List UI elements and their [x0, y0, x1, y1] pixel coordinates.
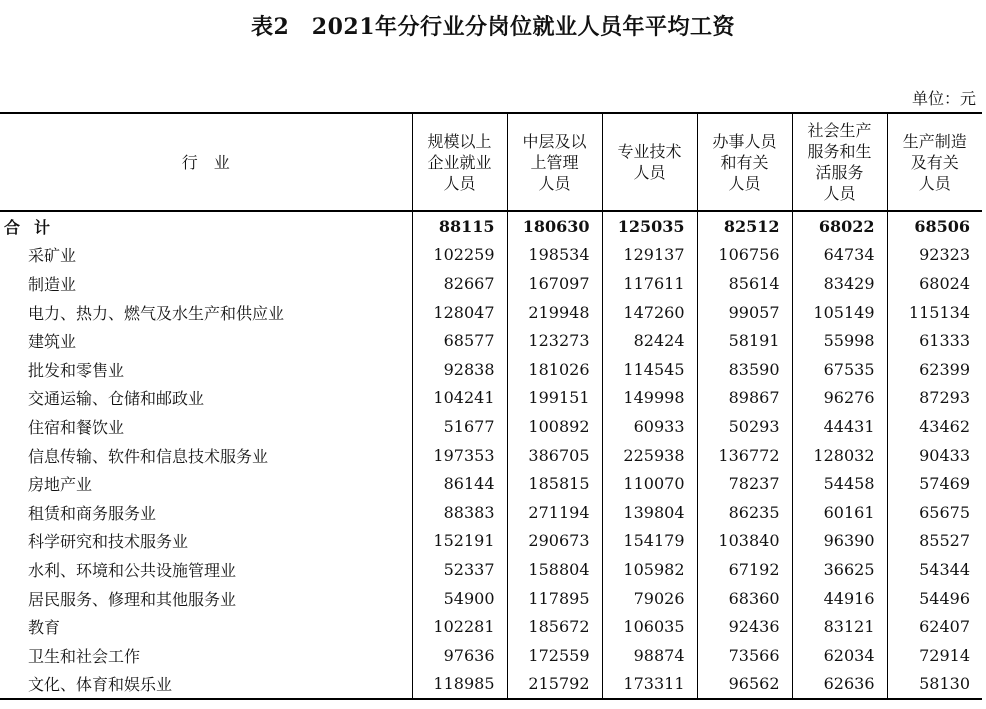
- wage-value: 65675: [887, 498, 982, 527]
- column-header-line: 和有关: [720, 152, 769, 172]
- wage-value: 104241: [412, 384, 507, 413]
- industry-name: 采矿业: [28, 246, 77, 266]
- table-row: [0, 355, 982, 384]
- column-header-line: 办事人员: [712, 131, 777, 151]
- wage-value: 152191: [412, 527, 507, 556]
- table-row: [0, 384, 982, 413]
- column-header-line: 人员: [443, 173, 476, 193]
- wage-value: 61333: [887, 326, 982, 355]
- wage-value: 185815: [507, 469, 602, 498]
- column-header-line: 规模以上: [427, 131, 492, 151]
- wage-value: 96562: [697, 670, 792, 700]
- wage-value: 102281: [412, 612, 507, 641]
- column-header: [507, 113, 602, 211]
- wage-value: 219948: [507, 298, 602, 327]
- column-header-line: 中层及以: [522, 131, 587, 151]
- wage-value: 181026: [507, 355, 602, 384]
- wage-value: 115134: [887, 298, 982, 327]
- column-header: [887, 113, 982, 211]
- wage-value: 154179: [602, 527, 697, 556]
- wage-value: 51677: [412, 412, 507, 441]
- wage-value: 128047: [412, 298, 507, 327]
- wage-value: 62399: [887, 355, 982, 384]
- column-header-line: 人员: [918, 173, 951, 193]
- wage-value: 50293: [697, 412, 792, 441]
- wage-value: 100892: [507, 412, 602, 441]
- table-row: [0, 298, 982, 327]
- wage-value: 123273: [507, 326, 602, 355]
- wage-value: 136772: [697, 441, 792, 470]
- wage-value: 199151: [507, 384, 602, 413]
- wage-value: 118985: [412, 670, 507, 700]
- wage-value: 106756: [697, 241, 792, 270]
- industry-name: 房地产业: [28, 475, 93, 495]
- wage-value: 54458: [792, 469, 887, 498]
- wage-value: 54496: [887, 584, 982, 613]
- column-header-line: 生产制造: [902, 131, 967, 151]
- wage-value: 67535: [792, 355, 887, 384]
- wage-value: 197353: [412, 441, 507, 470]
- wage-value: 85527: [887, 527, 982, 556]
- wage-value: 271194: [507, 498, 602, 527]
- wage-value: 125035: [602, 211, 697, 241]
- wage-value: 105149: [792, 298, 887, 327]
- wage-value: 139804: [602, 498, 697, 527]
- table-row: [0, 612, 982, 641]
- industry-name: 居民服务、修理和其他服务业: [28, 589, 237, 609]
- column-header-line: 活服务: [815, 163, 864, 182]
- wage-value: 97636: [412, 641, 507, 670]
- wage-value: 147260: [602, 298, 697, 327]
- industry-name: 制造业: [28, 274, 77, 294]
- column-header-line: 人员: [823, 184, 856, 203]
- wage-value: 68024: [887, 269, 982, 298]
- column-header-line: 及有关: [910, 152, 959, 172]
- column-header-line: 专业技术: [617, 142, 682, 161]
- wage-value: 36625: [792, 555, 887, 584]
- total-row: [0, 211, 982, 241]
- column-header: [602, 113, 697, 211]
- industry-name: 教育: [28, 618, 61, 638]
- wage-value: 98874: [602, 641, 697, 670]
- wage-value: 102259: [412, 241, 507, 270]
- table-row: [0, 412, 982, 441]
- page-title: 表2 2021年分行业分岗位就业人员年平均工资: [250, 14, 736, 40]
- table-row: [0, 555, 982, 584]
- wage-value: 185672: [507, 612, 602, 641]
- wage-value: 82512: [697, 211, 792, 241]
- industry-name: 卫生和社会工作: [28, 646, 141, 666]
- industry-name: 电力、热力、燃气及水生产和供应业: [28, 303, 285, 323]
- column-header: [0, 113, 412, 211]
- table-row: [0, 326, 982, 355]
- wage-value: 92323: [887, 241, 982, 270]
- wage-value: 43462: [887, 412, 982, 441]
- column-header-line: 社会生产: [807, 121, 872, 140]
- wage-value: 110070: [602, 469, 697, 498]
- wage-value: 158804: [507, 555, 602, 584]
- wage-value: 62034: [792, 641, 887, 670]
- wage-value: 64734: [792, 241, 887, 270]
- wage-value: 173311: [602, 670, 697, 700]
- table-row: [0, 441, 982, 470]
- wage-value: 96276: [792, 384, 887, 413]
- wage-value: 55998: [792, 326, 887, 355]
- wage-value: 105982: [602, 555, 697, 584]
- wage-value: 83590: [697, 355, 792, 384]
- wage-value: 103840: [697, 527, 792, 556]
- industry-name: 批发和零售业: [28, 360, 125, 380]
- column-header-line: 行 业: [181, 152, 230, 172]
- wage-value: 88383: [412, 498, 507, 527]
- table-row: [0, 269, 982, 298]
- table-row: [0, 670, 982, 700]
- column-header-line: 企业就业: [427, 152, 492, 172]
- wage-value: 87293: [887, 384, 982, 413]
- wage-value: 128032: [792, 441, 887, 470]
- wage-value: 92838: [412, 355, 507, 384]
- table-row: [0, 469, 982, 498]
- wage-value: 72914: [887, 641, 982, 670]
- wage-value: 73566: [697, 641, 792, 670]
- wage-value: 44431: [792, 412, 887, 441]
- industry-name: 建筑业: [28, 332, 77, 352]
- wage-value: 57469: [887, 469, 982, 498]
- wage-value: 99057: [697, 298, 792, 327]
- wage-value: 106035: [602, 612, 697, 641]
- wage-value: 290673: [507, 527, 602, 556]
- wage-value: 89867: [697, 384, 792, 413]
- wage-value: 149998: [602, 384, 697, 413]
- table-row: [0, 241, 982, 270]
- industry-name: 交通运输、仓储和邮政业: [28, 389, 205, 409]
- wage-table: [0, 112, 982, 700]
- industry-name: 租赁和商务服务业: [28, 503, 157, 523]
- wage-value: 90433: [887, 441, 982, 470]
- wage-value: 60161: [792, 498, 887, 527]
- column-header-line: 人员: [633, 163, 666, 182]
- wage-value: 117895: [507, 584, 602, 613]
- column-header: [792, 113, 887, 211]
- industry-name: 科学研究和技术服务业: [28, 532, 189, 552]
- wage-value: 52337: [412, 555, 507, 584]
- industry-name: 水利、环境和公共设施管理业: [28, 560, 237, 580]
- wage-value: 129137: [602, 241, 697, 270]
- wage-value: 83429: [792, 269, 887, 298]
- wage-value: 172559: [507, 641, 602, 670]
- wage-value: 68506: [887, 211, 982, 241]
- wage-value: 85614: [697, 269, 792, 298]
- table-row: [0, 527, 982, 556]
- column-header-line: 人员: [538, 173, 571, 193]
- column-header-line: 上管理: [530, 152, 579, 172]
- industry-name: 文化、体育和娱乐业: [0, 670, 412, 700]
- wage-value: 86235: [697, 498, 792, 527]
- unit-label: 单位：元: [911, 89, 976, 108]
- wage-value: 58130: [887, 670, 982, 700]
- wage-value: 96390: [792, 527, 887, 556]
- column-header-line: 人员: [728, 173, 761, 193]
- wage-value: 68360: [697, 584, 792, 613]
- industry-name: 信息传输、软件和信息技术服务业: [28, 446, 269, 466]
- wage-value: 62407: [887, 612, 982, 641]
- wage-value: 68022: [792, 211, 887, 241]
- wage-value: 92436: [697, 612, 792, 641]
- wage-value: 180630: [507, 211, 602, 241]
- table-row: [0, 584, 982, 613]
- industry-name: 住宿和餐饮业: [28, 417, 125, 437]
- wage-value: 215792: [507, 670, 602, 700]
- wage-value: 386705: [507, 441, 602, 470]
- wage-value: 83121: [792, 612, 887, 641]
- wage-value: 225938: [602, 441, 697, 470]
- wage-value: 44916: [792, 584, 887, 613]
- wage-value: 54900: [412, 584, 507, 613]
- wage-value: 79026: [602, 584, 697, 613]
- wage-value: 167097: [507, 269, 602, 298]
- wage-value: 198534: [507, 241, 602, 270]
- wage-value: 67192: [697, 555, 792, 584]
- industry-name: 合计: [4, 217, 65, 237]
- table-body: [0, 211, 982, 699]
- wage-value: 62636: [792, 670, 887, 700]
- column-header-line: 服务和生: [807, 142, 872, 161]
- wage-value: 58191: [697, 326, 792, 355]
- wage-value: 82424: [602, 326, 697, 355]
- table-row: [0, 641, 982, 670]
- wage-value: 82667: [412, 269, 507, 298]
- column-header: [697, 113, 792, 211]
- wage-value: 54344: [887, 555, 982, 584]
- wage-value: 78237: [697, 469, 792, 498]
- column-header: [412, 113, 507, 211]
- wage-value: 68577: [412, 326, 507, 355]
- wage-value: 86144: [412, 469, 507, 498]
- table-row: [0, 498, 982, 527]
- wage-value: 88115: [412, 211, 507, 241]
- wage-value: 114545: [602, 355, 697, 384]
- header-row: [0, 113, 982, 211]
- wage-value: 60933: [602, 412, 697, 441]
- wage-value: 117611: [602, 269, 697, 298]
